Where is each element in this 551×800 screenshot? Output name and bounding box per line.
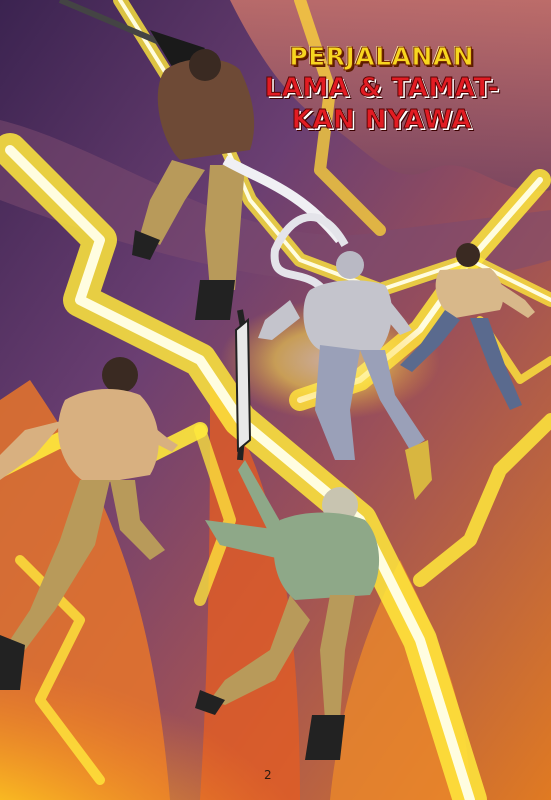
- page-number: 2: [264, 768, 272, 782]
- title-line-2: LAMA & TAMAT-: [264, 73, 499, 103]
- title-line-3: KAN NYAWA: [291, 105, 472, 135]
- page-title: [265, 44, 499, 139]
- title-line-1: PERJALANAN: [289, 42, 475, 71]
